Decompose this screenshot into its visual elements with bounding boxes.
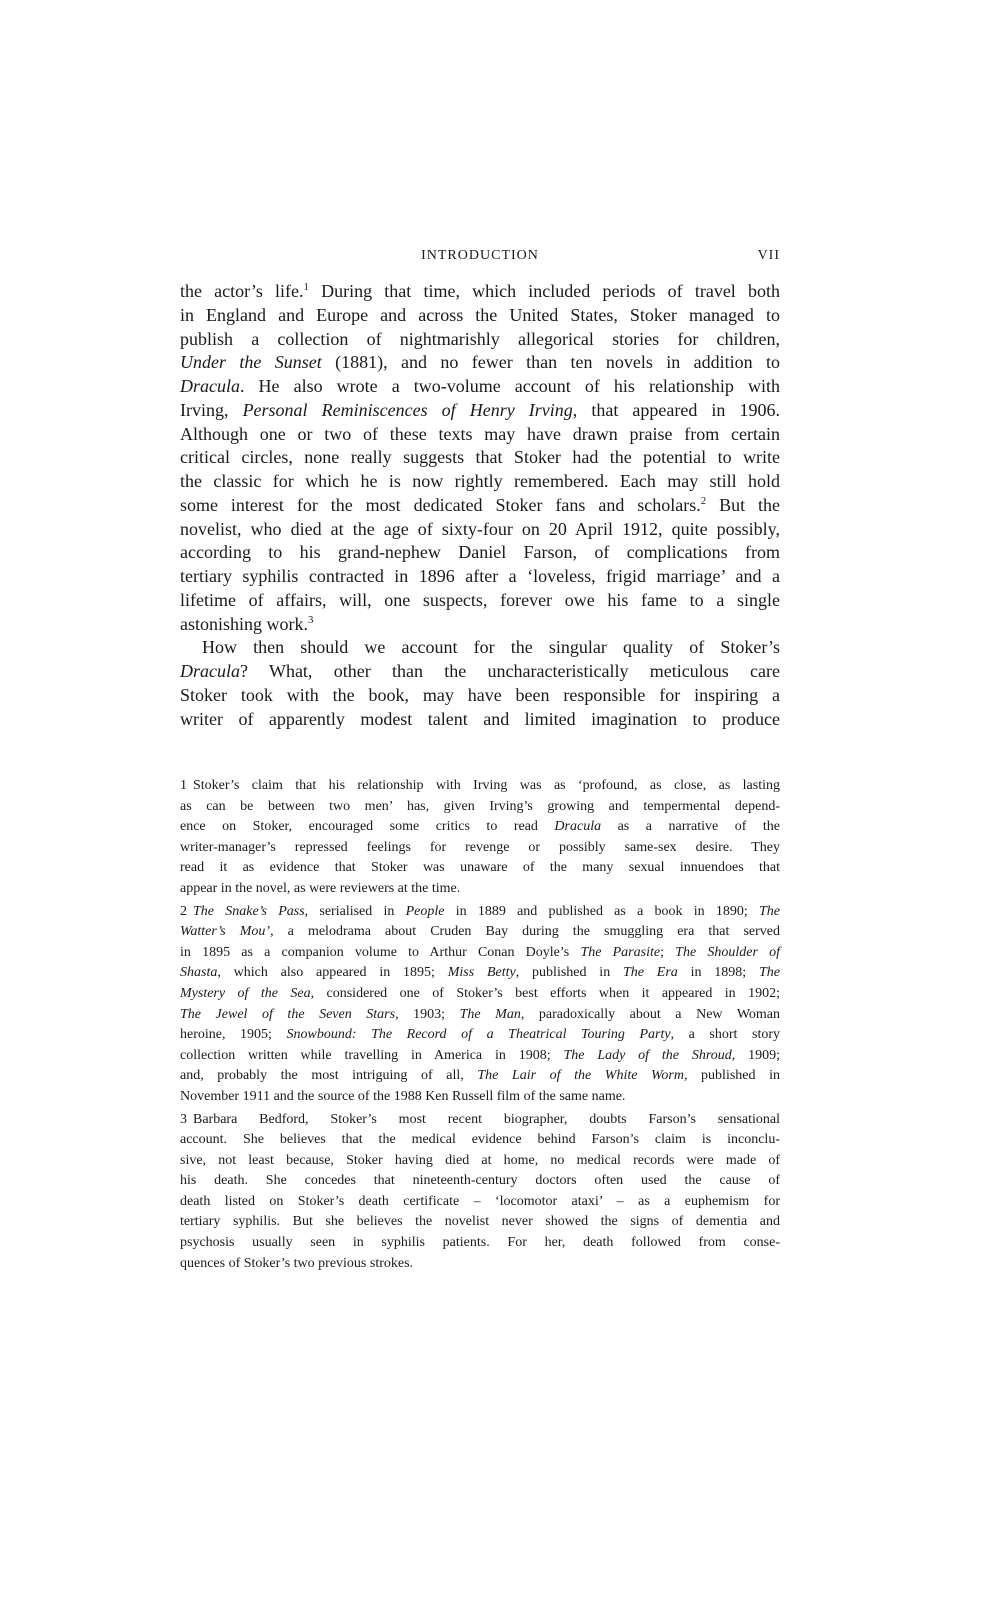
text-line: the classic for which he is now rightly remembered. Each may still hold — [180, 471, 780, 491]
footnote-line: collection written while travelling in America in 1908; The Lady of the Shroud, 1909; — [180, 1047, 781, 1063]
italic-title: Shasta — [180, 965, 218, 981]
text-line: Irving, Personal Reminiscences of Henry Irving, that appeared in 1906. — [180, 399, 780, 420]
footnote-line: read it as evidence that Stoker was unaware of the many sexual innuendoes that — [180, 860, 780, 876]
footnote-ref: 1 — [303, 281, 309, 293]
text-line: tertiary syphilis contracted in 1896 after a ‘loveless, frigid marriage’ and a — [180, 566, 780, 586]
footnote-line: 2 The Snake’s Pass, serialised in People in 1889 and published as a book in 1890; The — [180, 903, 780, 919]
footnote-number: 3 — [180, 1111, 187, 1127]
footnote-line: The Jewel of the Seven Stars, 1903; The Man, paradoxically about a New Woman — [180, 1006, 781, 1022]
text-line: publish a collection of nightmarishly allegorical stories for children, — [180, 328, 780, 349]
footnote-line: tertiary syphilis. But she believes the novelist never showed the signs of dementia and — [180, 1214, 780, 1230]
footnote-number: 1 — [180, 778, 187, 793]
italic-title: The Jewel of the Seven Stars — [180, 1006, 396, 1022]
footnote-line: psychosis usually seen in syphilis patients. For her, death followed from conse- — [180, 1235, 780, 1251]
italic-title: Miss Betty — [447, 965, 516, 981]
footnote-line: Mystery of the Sea, considered one of Stoker’s best efforts when it appeared in 1902; — [180, 985, 780, 1001]
italic-title: The Snake’s Pass — [193, 903, 305, 919]
footnote-3 — [180, 1110, 780, 1275]
text-line: astonishing work.$^3$ — [180, 613, 314, 634]
text-line: lifetime of affairs, will, one suspects, forever owe his fame to a single — [180, 589, 780, 610]
italic-title: Dracula — [180, 376, 240, 396]
italic-title: People — [405, 903, 445, 919]
italic-title: The Lady of the Shroud — [563, 1047, 732, 1063]
footnote-line: Watter’s Mou’, a melodrama about Cruden Bay during the smuggling era that served — [180, 924, 780, 940]
page-number: VII — [757, 248, 780, 263]
footnote-line: death listed on Stoker’s death certificate – ‘locomotor ataxi’ – as a euphemism for — [180, 1193, 780, 1209]
footnote-line: ence on Stoker, encouraged some critics to read Dracula as a narrative of the — [180, 819, 780, 835]
text-line: Dracula? What, other than the uncharacteristically meticulous care — [180, 661, 780, 681]
text-line: the actor’s life.$^1$ During that time, which included periods of travel both — [180, 281, 780, 301]
italic-title: The Parasite — [580, 944, 661, 960]
running-head-title: INTRODUCTION — [421, 248, 539, 263]
text-line: in England and Europe and across the United States, Stoker managed to — [180, 304, 780, 325]
footnote-2 — [180, 902, 780, 1108]
italic-title: The — [759, 965, 781, 981]
text-line: Under the Sunset (1881), and no fewer than ten novels in addition to — [180, 352, 780, 373]
footnote-line: heroine, 1905; Snowbound: The Record of a Theatrical Touring Party, a short story — [180, 1027, 780, 1043]
footnote-line: as can be between two men’ has, given Irving’s growing and tempermental depend- — [180, 798, 780, 814]
main-text — [180, 280, 780, 731]
italic-title: Watter’s Mou’ — [180, 924, 271, 940]
footnote-ref: 3 — [308, 613, 314, 626]
text-line: Dracula. He also wrote a two-volume account of his relationship with — [180, 376, 780, 396]
italic-title: Dracula — [554, 819, 602, 835]
text-line: writer of apparently modest talent and limited imagination to produce — [180, 708, 780, 729]
text-line: some interest for the most dedicated Stoker fans and scholars.$^2$ But the — [180, 494, 780, 515]
footnote-line: in 1895 as a companion volume to Arthur Conan Doyle’s The Parasite; The Shoulder of — [180, 944, 780, 960]
footnote-line: November 1911 and the source of the 1988 Ken Russell film of the same name. — [180, 1088, 626, 1104]
footnote-ref: 2 — [700, 494, 707, 507]
footnote-line: writer-manager’s repressed feelings for revenge or possibly same-sex desire. They — [180, 839, 780, 855]
text-line: novelist, who died at the age of sixty-four on 20 April 1912, quite possibly, — [180, 518, 780, 539]
footnote-line: appear in the novel, as were reviewers at the time. — [180, 880, 461, 896]
footnote-line: 3 Barbara Bedford, Stoker’s most recent biographer, doubts Farson’s sensational — [180, 1111, 780, 1127]
footnote-line: sive, not least because, Stoker having died at home, no medical records were made of — [180, 1152, 780, 1168]
footnote-line: his death. She concedes that nineteenth-century doctors often used the cause of — [180, 1173, 780, 1189]
footnote-line: quences of Stoker’s two previous strokes. — [180, 1255, 414, 1271]
footnotes — [180, 776, 780, 1276]
italic-title: Mystery of the Sea — [180, 985, 311, 1001]
italic-title: Snowbound: The Record of a Theatrical Touring Party — [286, 1027, 671, 1043]
italic-title: The Era — [623, 965, 678, 981]
footnote-line: Shasta, which also appeared in 1895; Miss Betty, published in The Era in 1898; The — [180, 965, 781, 981]
footnote-line: 1 Stoker’s claim that his relationship with Irving was as ‘profound, as close, as lasting — [180, 778, 780, 793]
footnote-1 — [180, 776, 780, 900]
text-line: Although one or two of these texts may have drawn praise from certain — [180, 423, 780, 444]
footnote-number: 2 — [180, 903, 187, 919]
running-header — [180, 248, 780, 268]
text-line: critical circles, none really suggests that Stoker had the potential to write — [180, 447, 780, 468]
italic-title: The — [759, 903, 780, 919]
italic-title: Under the Sunset — [180, 352, 322, 373]
text-line: How then should we account for the singular quality of Stoker’s — [202, 637, 780, 658]
italic-title: The Lair of the White Worm — [477, 1068, 684, 1084]
footnote-line: account. She believes that the medical evidence behind Farson’s claim is inconclu- — [180, 1132, 780, 1148]
italic-title: Personal Reminiscences of Henry Irving — [242, 399, 573, 420]
italic-title: The Man — [459, 1006, 521, 1022]
text-line: according to his grand-nephew Daniel Farson, of complications from — [180, 542, 780, 563]
italic-title: Dracula — [180, 661, 240, 681]
footnote-line: and, probably the most intriguing of all, The Lair of the White Worm, published in — [180, 1068, 780, 1084]
text-line: Stoker took with the book, may have been responsible for inspiring a — [180, 684, 780, 705]
italic-title: The Shoulder of — [675, 944, 780, 960]
